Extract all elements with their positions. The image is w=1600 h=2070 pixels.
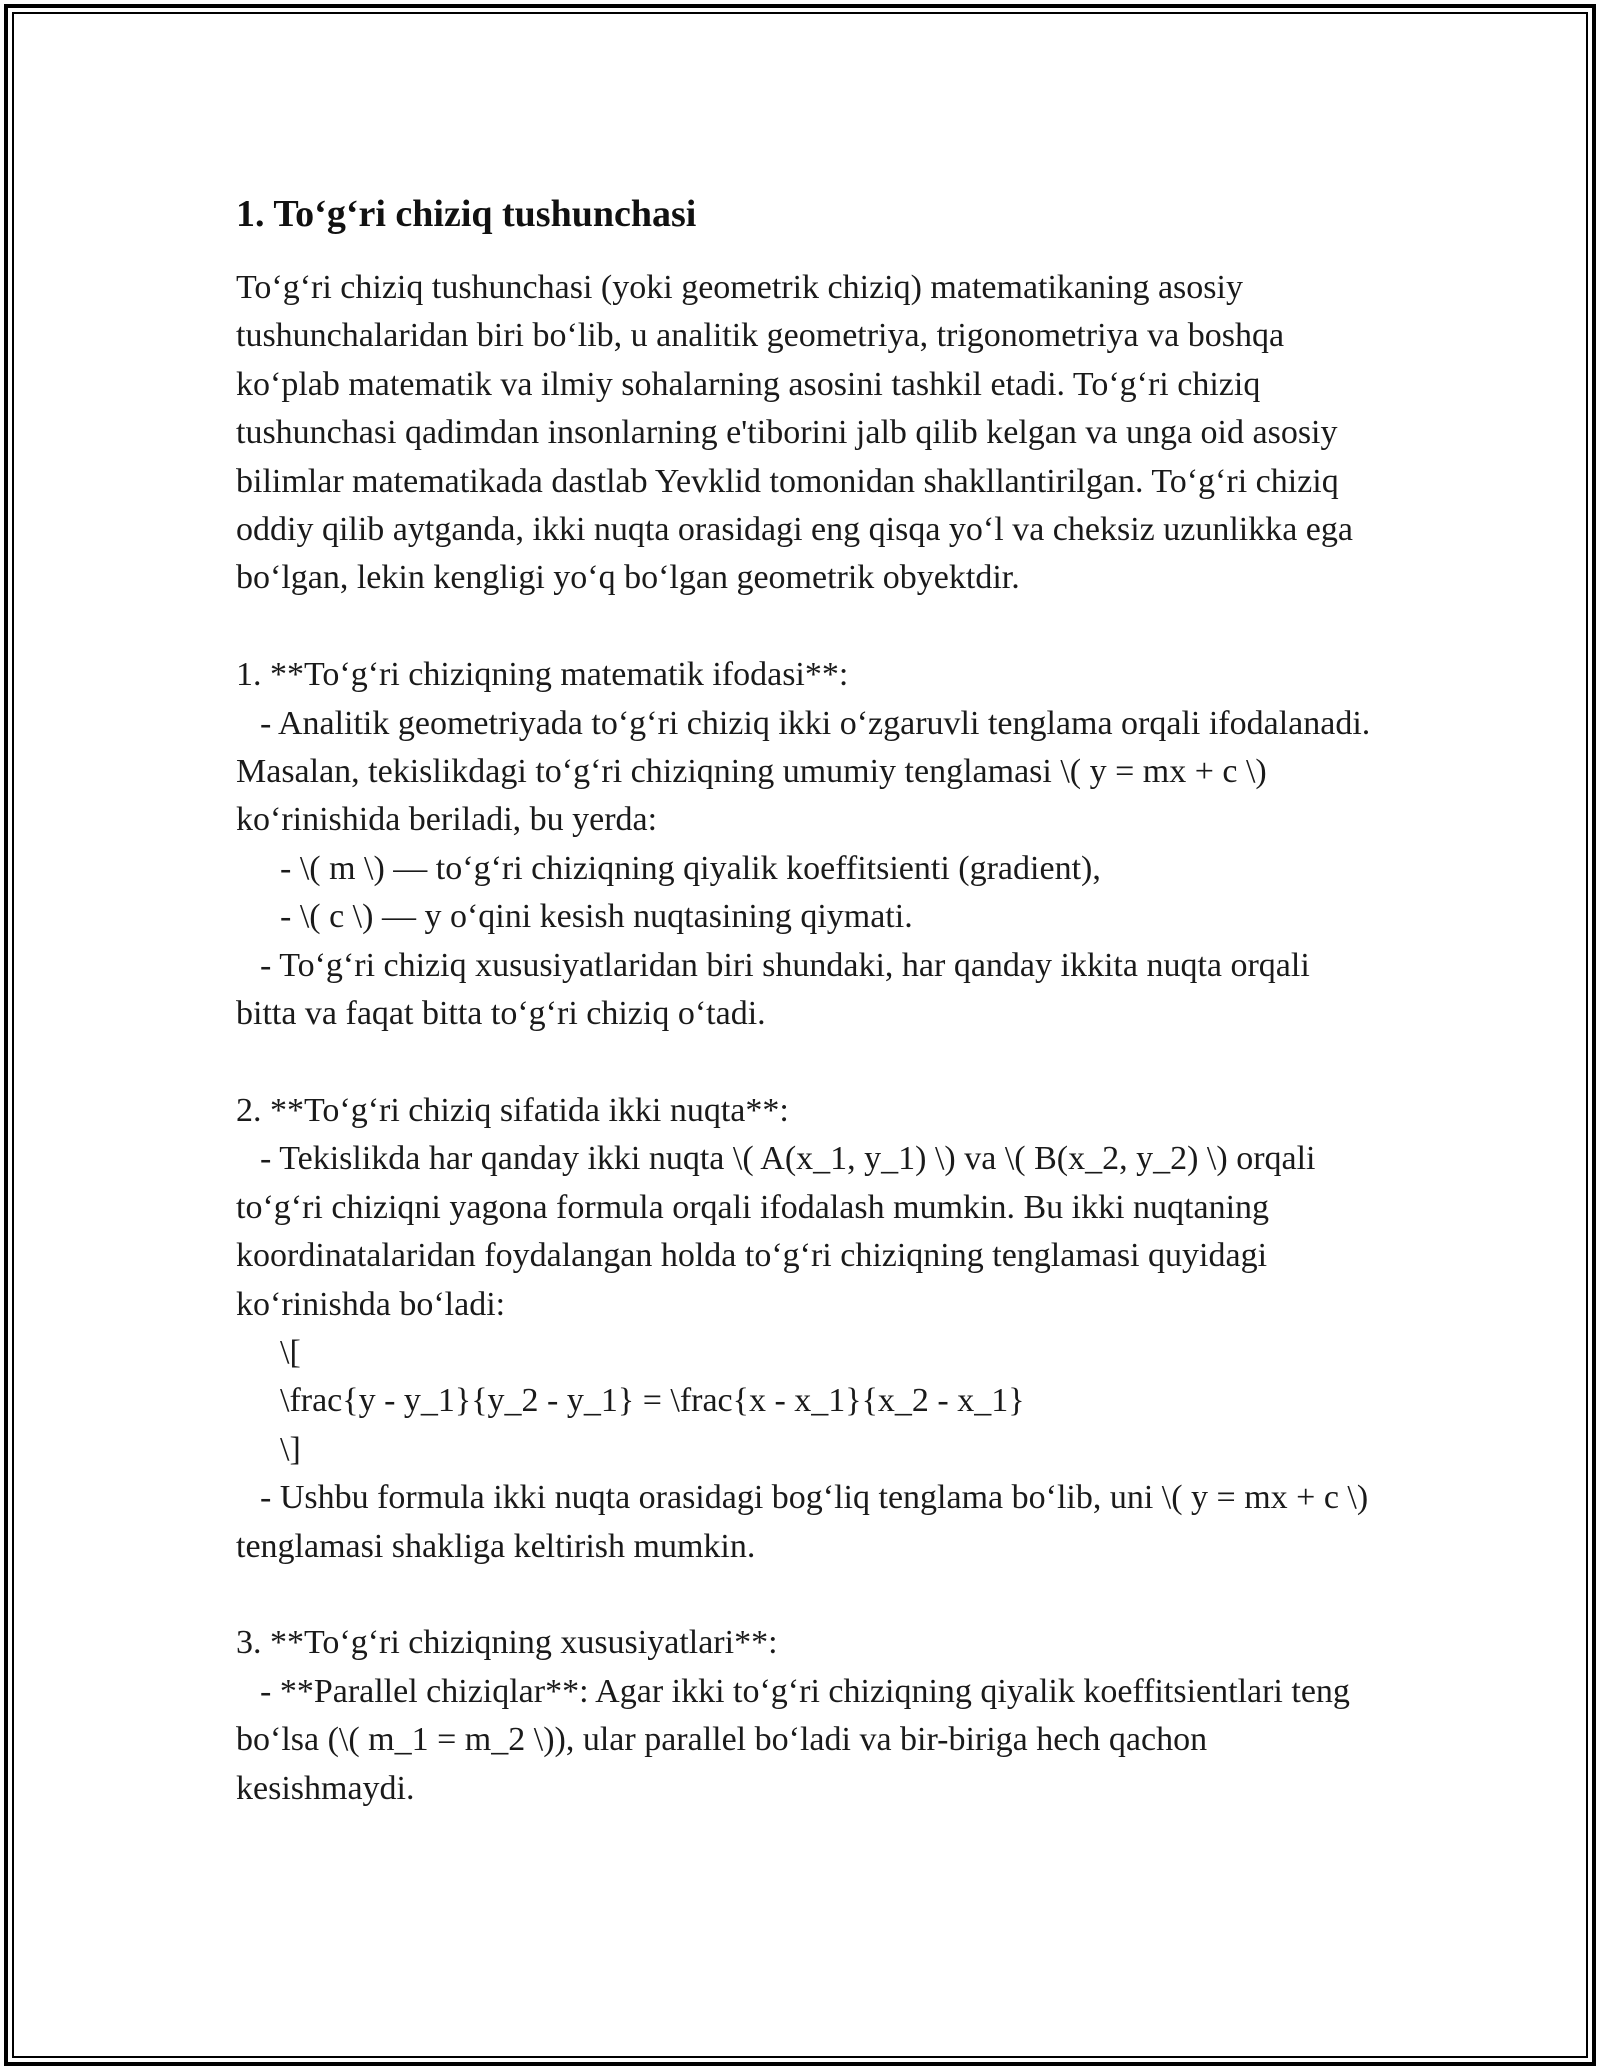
- section-1-subbullet-1: - \( m \) — to‘g‘ri chiziqning qiyalik koeffitsienti (gradient),: [280, 849, 1101, 887]
- formula-open: \[: [280, 1333, 301, 1371]
- section-2-title: 2. **To‘g‘ri chiziq sifatida ikki nuqta**:: [236, 1091, 789, 1129]
- section-3-bullet-1: - **Parallel chiziqlar**: Agar ikki to‘g‘ri chiziqning qiyalik koeffitsientlari teng bo‘lsa (\( m_1 = m_2 \)), ular parallel bo‘ladi va bir-biriga hech qachon kesishmaydi.: [236, 1672, 1350, 1807]
- section-3: [236, 1619, 1376, 1813]
- section-1-bullet-1: - Analitik geometriyada to‘g‘ri chiziq ikki o‘zgaruvli tenglama orqali ifodalanadi. Masalan, tekislikdagi to‘g‘ri chiziqning umumiy tenglamasi \( y = mx + c \) ko‘rinishida beriladi, bu yerda:: [236, 704, 1371, 839]
- section-1: [236, 651, 1376, 1038]
- formula-close: \]: [280, 1430, 301, 1468]
- section-1-bullet-2: - To‘g‘ri chiziq xususiyatlaridan biri shundaki, har qanday ikkita nuqta orqali bitta va faqat bitta to‘g‘ri chiziq o‘tadi.: [236, 946, 1310, 1033]
- spacer: [236, 1038, 1376, 1086]
- section-2: [236, 1087, 1376, 1571]
- document-body: [236, 186, 1376, 1813]
- section-1-title: 1. **To‘g‘ri chiziqning matematik ifodasi**:: [236, 656, 849, 694]
- intro-paragraph: To‘g‘ri chiziq tushunchasi (yoki geometrik chiziq) matematikaning asosiy tushunchalaridan biri bo‘lib, u analitik geometriya, trigonometriya va boshqa ko‘plab matematik va ilmiy sohalarning asosini tashkil etadi. To‘g‘ri chiziq tushunchasi qadimdan insonlarning e'tiborini jalb qilib kelgan va unga oid asosiy bilimlar matematikada dastlab Yevklid tomonidan shakllantirilgan. To‘g‘ri chiziq oddiy qilib aytganda, ikki nuqta orasidagi eng qisqa yo‘l va cheksiz uzunlikka ega bo‘lgan, lekin kengligi yo‘q bo‘lgan geometrik obyektdir.: [236, 269, 1353, 597]
- section-2-bullet-1: - Tekislikda har qanday ikki nuqta \( A(x_1, y_1) \) va \( B(x_2, y_2) \) orqali to‘g‘ri chiziqni yagona formula orqali ifodalash mumkin. Bu ikki nuqtaning koordinatalaridan foydalangan holda to‘g‘ri chiziqning tenglamasi quyidagi ko‘rinishda bo‘ladi:: [236, 1140, 1316, 1323]
- section-1-subbullet-2: - \( c \) — y o‘qini kesish nuqtasining qiymati.: [280, 898, 913, 936]
- section-3-title: 3. **To‘g‘ri chiziqning xususiyatlari**:: [236, 1624, 778, 1662]
- formula-body: \frac{y - y_1}{y_2 - y_1} = \frac{x - x_1}{x_2 - x_1}: [280, 1382, 1025, 1420]
- section-2-bullet-2: - Ushbu formula ikki nuqta orasidagi bog‘liq tenglama bo‘lib, uni \( y = mx + c \) tenglamasi shakliga keltirish mumkin.: [236, 1479, 1369, 1565]
- spacer: [236, 1571, 1376, 1619]
- page-title: 1. To‘g‘ri chiziq tushunchasi: [236, 193, 697, 235]
